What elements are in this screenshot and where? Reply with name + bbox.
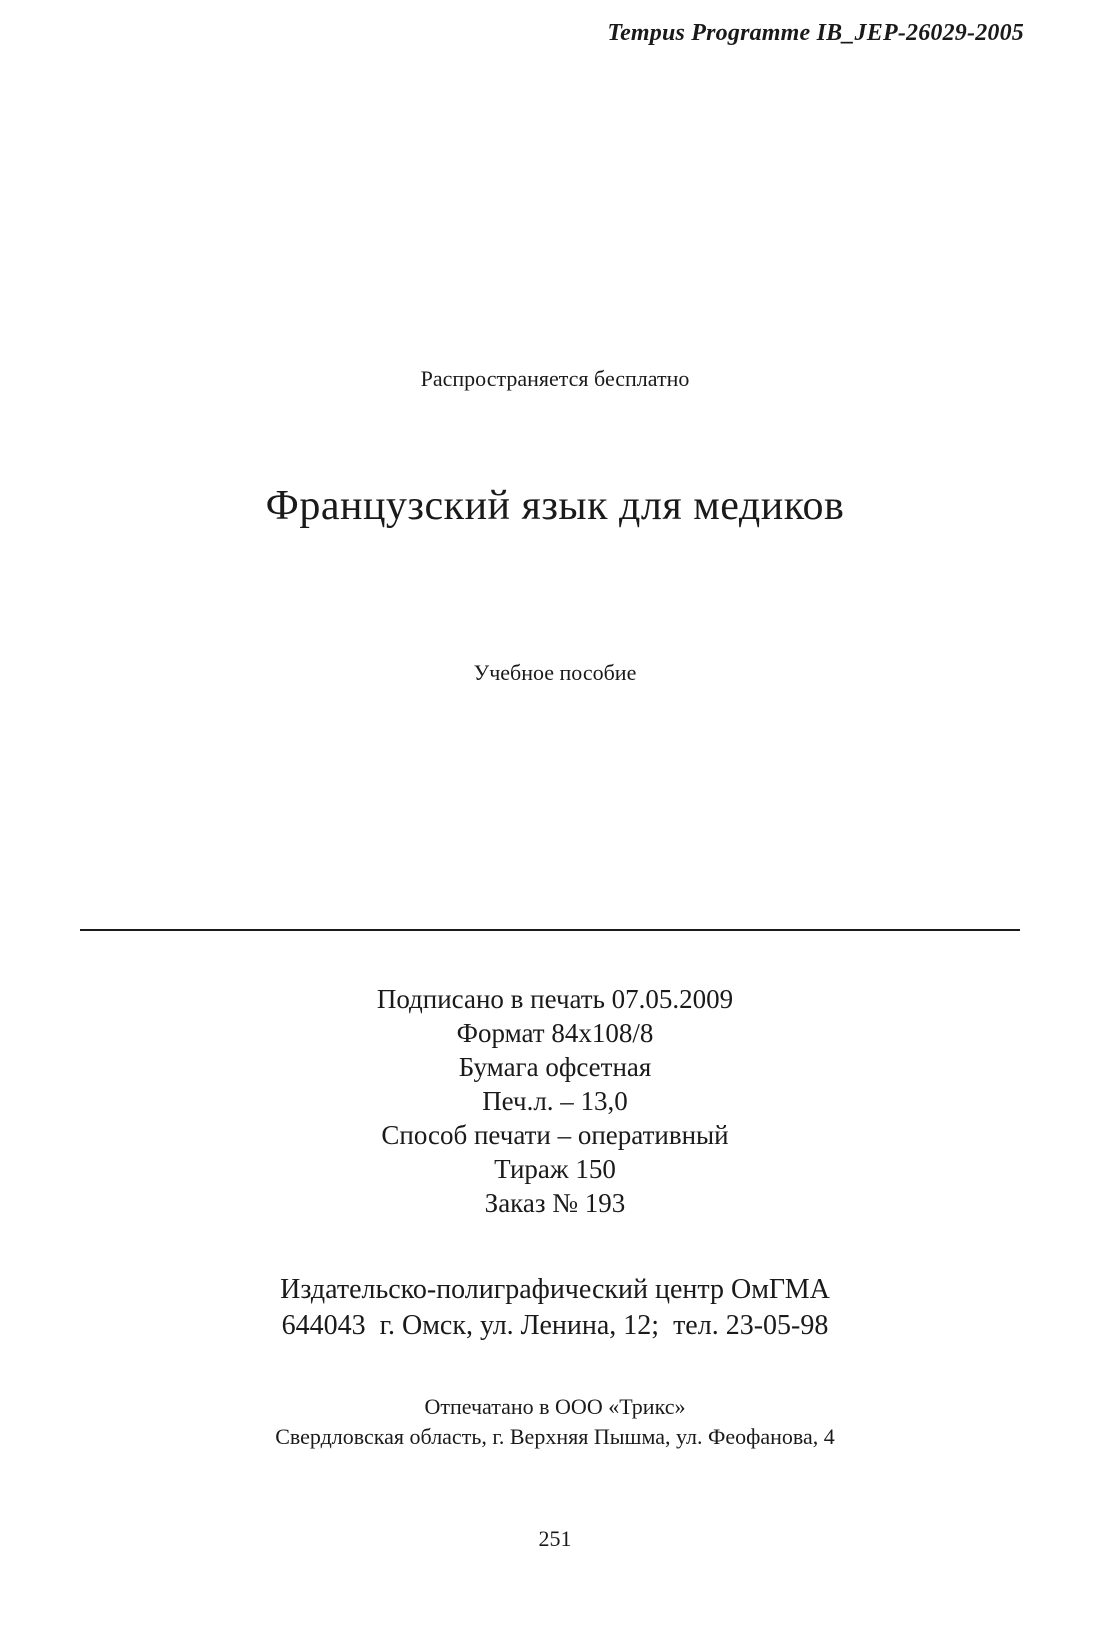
publisher-address: 644043 г. Омск, ул. Ленина, 12; тел. 23-05-98 [281, 1310, 829, 1341]
imprint-print-method: Способ печати – оперативный [381, 1120, 729, 1150]
imprint-signed-date: Подписано в печать 07.05.2009 [376, 984, 734, 1014]
imprint-printed-sheets: Печ.л. – 13,0 [482, 1086, 628, 1116]
publisher-block [0, 1272, 1110, 1344]
section-divider [80, 929, 1020, 931]
printer-block [0, 1392, 1110, 1452]
publisher-name: Издательско-полиграфический центр ОмГМА [280, 1274, 830, 1305]
printer-address: Свердловская область, г. Верхняя Пышма, ул. Феофанова, 4 [275, 1424, 835, 1449]
book-subtitle: Учебное пособие [473, 660, 637, 685]
printer-name: Отпечатано в ООО «Трикс» [424, 1394, 686, 1419]
distribution-note: Распространяется бесплатно [420, 366, 690, 391]
page-number: 251 [538, 1526, 572, 1551]
imprint-circulation: Тираж 150 [494, 1154, 616, 1184]
imprint-order-number: Заказ № 193 [484, 1188, 626, 1218]
header-programme-id: Tempus Programme IB_JEP-26029-2005 [607, 20, 1024, 46]
imprint-format: Формат 84x108/8 [456, 1018, 654, 1048]
imprint-block [0, 982, 1110, 1220]
imprint-paper: Бумага офсетная [458, 1052, 652, 1082]
book-title: Французский язык для медиков [265, 483, 845, 529]
